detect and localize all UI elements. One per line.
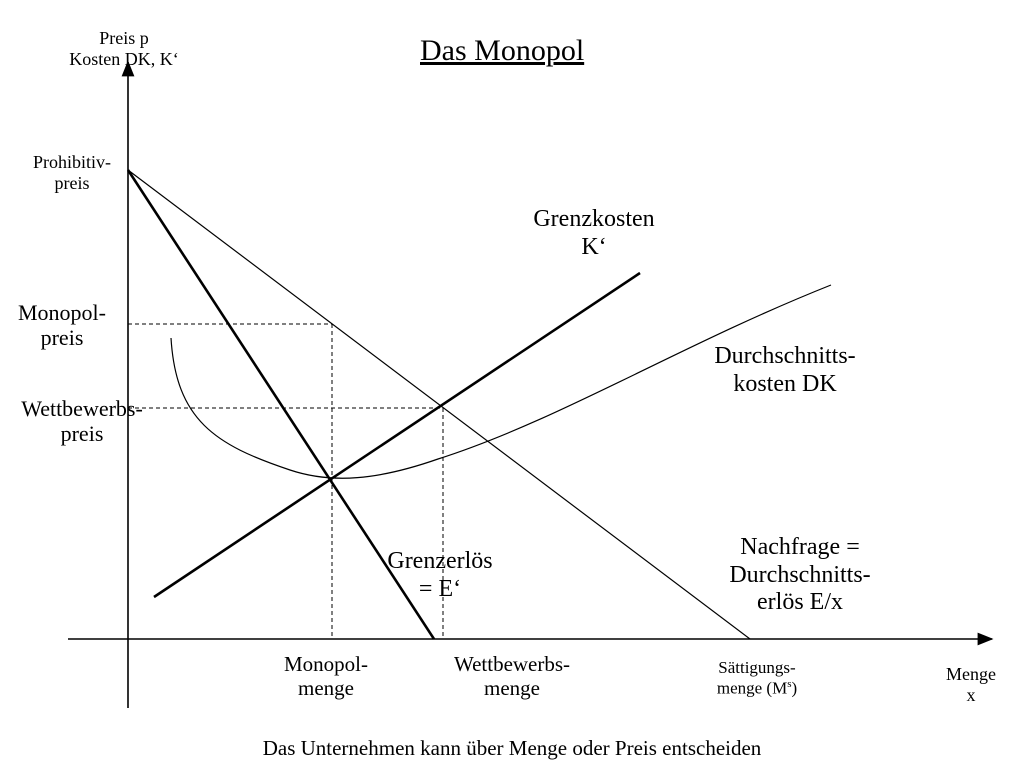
diagram-title: Das Monopol <box>420 34 585 67</box>
marginal-cost-label: Grenzkosten K‘ <box>533 206 655 260</box>
marginal-revenue-label: Grenzerlös = E‘ <box>387 548 493 602</box>
prohibitive-price-label: Prohibitiv- preis <box>32 152 111 193</box>
average-cost-label: Durchschnitts- kosten DK <box>714 343 856 397</box>
monopoly-quantity-label: Monopol- menge <box>284 652 368 701</box>
competition-quantity-label: Wettbewerbs- menge <box>453 652 571 701</box>
x-axis-label: Menge x <box>946 664 996 705</box>
demand-label: Nachfrage = Durchschnitts- erlös E/x <box>729 534 871 616</box>
y-axis-label: Preis p Kosten DK, K‘ <box>69 28 179 69</box>
saturation-quantity-label: Sättigungs- menge $(M^s)$ <box>716 658 798 698</box>
monopoly-price-label: Monopol- preis <box>18 300 106 351</box>
competition-price-label: Wettbewerbs- preis <box>21 396 143 447</box>
diagram-caption: Das Unternehmen kann über Menge oder Preis entscheiden <box>262 736 762 760</box>
